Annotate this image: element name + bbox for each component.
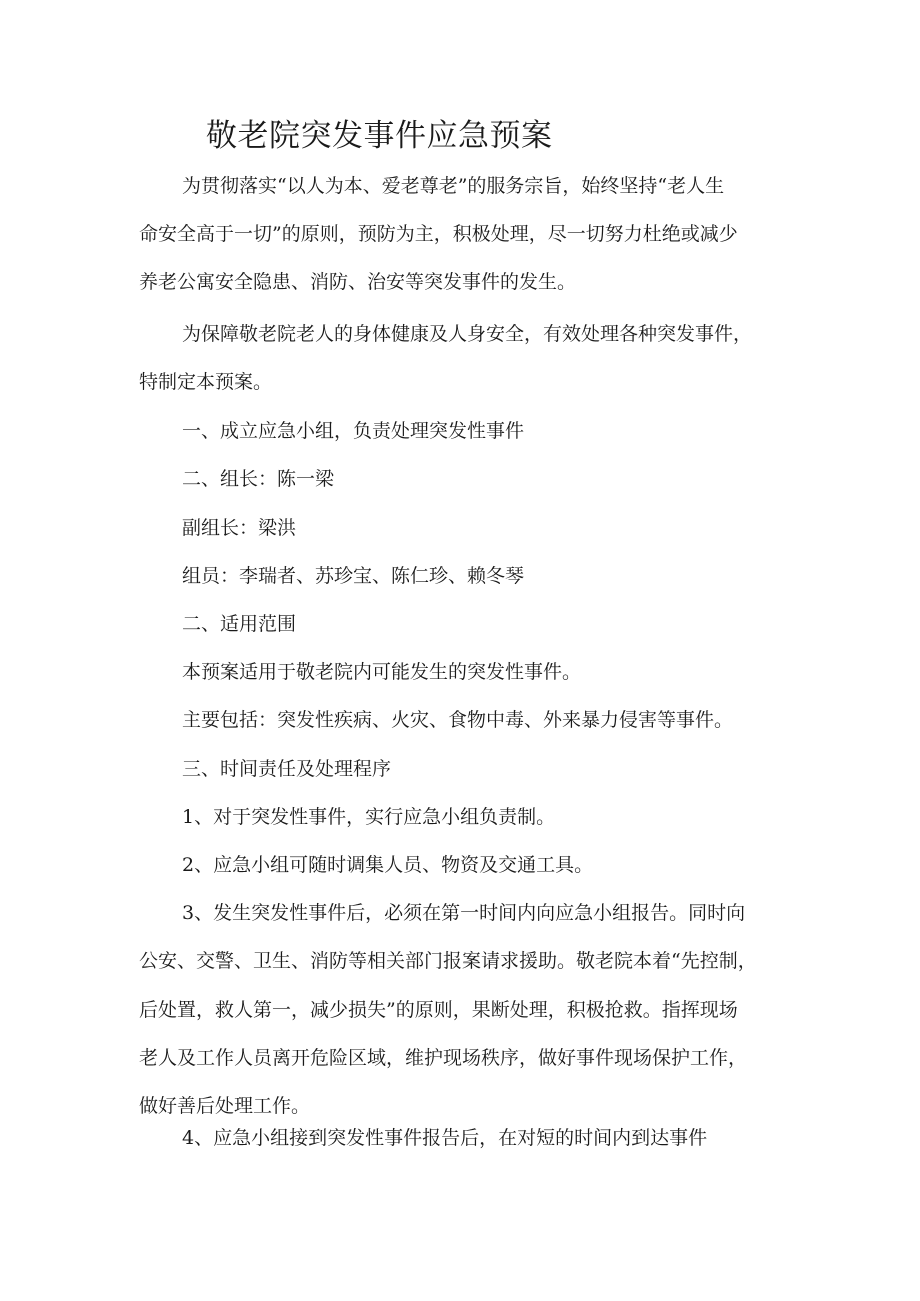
- section-heading-group: 一、成立应急小组，负责处理突发性事件: [182, 420, 525, 442]
- intro-paragraph-line-2: 命安全高于一切”的原则，预防为主，积极处理，尽一切努力杜绝或减少: [139, 223, 738, 245]
- procedure-item-3-line-2: 公安、交警、卫生、消防等相关部门报案请求援助。敬老院本着“先控制，: [139, 950, 757, 972]
- purpose-paragraph-line-1: 为保障敬老院老人的身体健康及人身安全，有效处理各种突发事件，: [182, 323, 753, 345]
- procedure-item-4-line-1: 4、应急小组接到突发性事件报告后，在对短的时间内到达事件: [182, 1127, 708, 1149]
- procedure-item-3-line-3: 后处置，救人第一，减少损失”的原则，果断处理，积极抢救。指挥现场: [139, 999, 738, 1021]
- group-members: 组员：李瑞者、苏珍宝、陈仁珍、赖冬琴: [182, 565, 525, 587]
- deputy-leader: 副组长：梁洪: [182, 517, 297, 539]
- scope-line-1: 本预案适用于敬老院内可能发生的突发性事件。: [182, 661, 582, 683]
- section-heading-procedure: 三、时间责任及处理程序: [182, 758, 392, 780]
- procedure-item-3-line-1: 3、发生突发性事件后，必须在第一时间内向应急小组报告。同时向: [182, 902, 746, 924]
- procedure-item-1: 1、对于突发性事件，实行应急小组负责制。: [182, 806, 556, 828]
- intro-paragraph-line-1: 为贯彻落实“以人为本、爱老尊老”的服务宗旨，始终坚持“老人生: [182, 175, 725, 197]
- section-heading-scope: 二、适用范围: [182, 613, 297, 635]
- intro-paragraph-line-3: 养老公寓安全隐患、消防、治安等突发事件的发生。: [139, 271, 577, 293]
- document-title: 敬老院突发事件应急预案: [206, 118, 553, 154]
- procedure-item-3-line-4: 老人及工作人员离开危险区域，维护现场秩序，做好事件现场保护工作，: [139, 1047, 748, 1069]
- procedure-item-2: 2、应急小组可随时调集人员、物资及交通工具。: [182, 854, 594, 876]
- procedure-item-3-line-5: 做好善后处理工作。: [139, 1095, 311, 1117]
- purpose-paragraph-line-2: 特制定本预案。: [139, 371, 273, 393]
- scope-line-2: 主要包括：突发性疾病、火灾、食物中毒、外来暴力侵害等事件。: [182, 709, 734, 731]
- group-leader: 二、组长：陈一梁: [182, 468, 335, 490]
